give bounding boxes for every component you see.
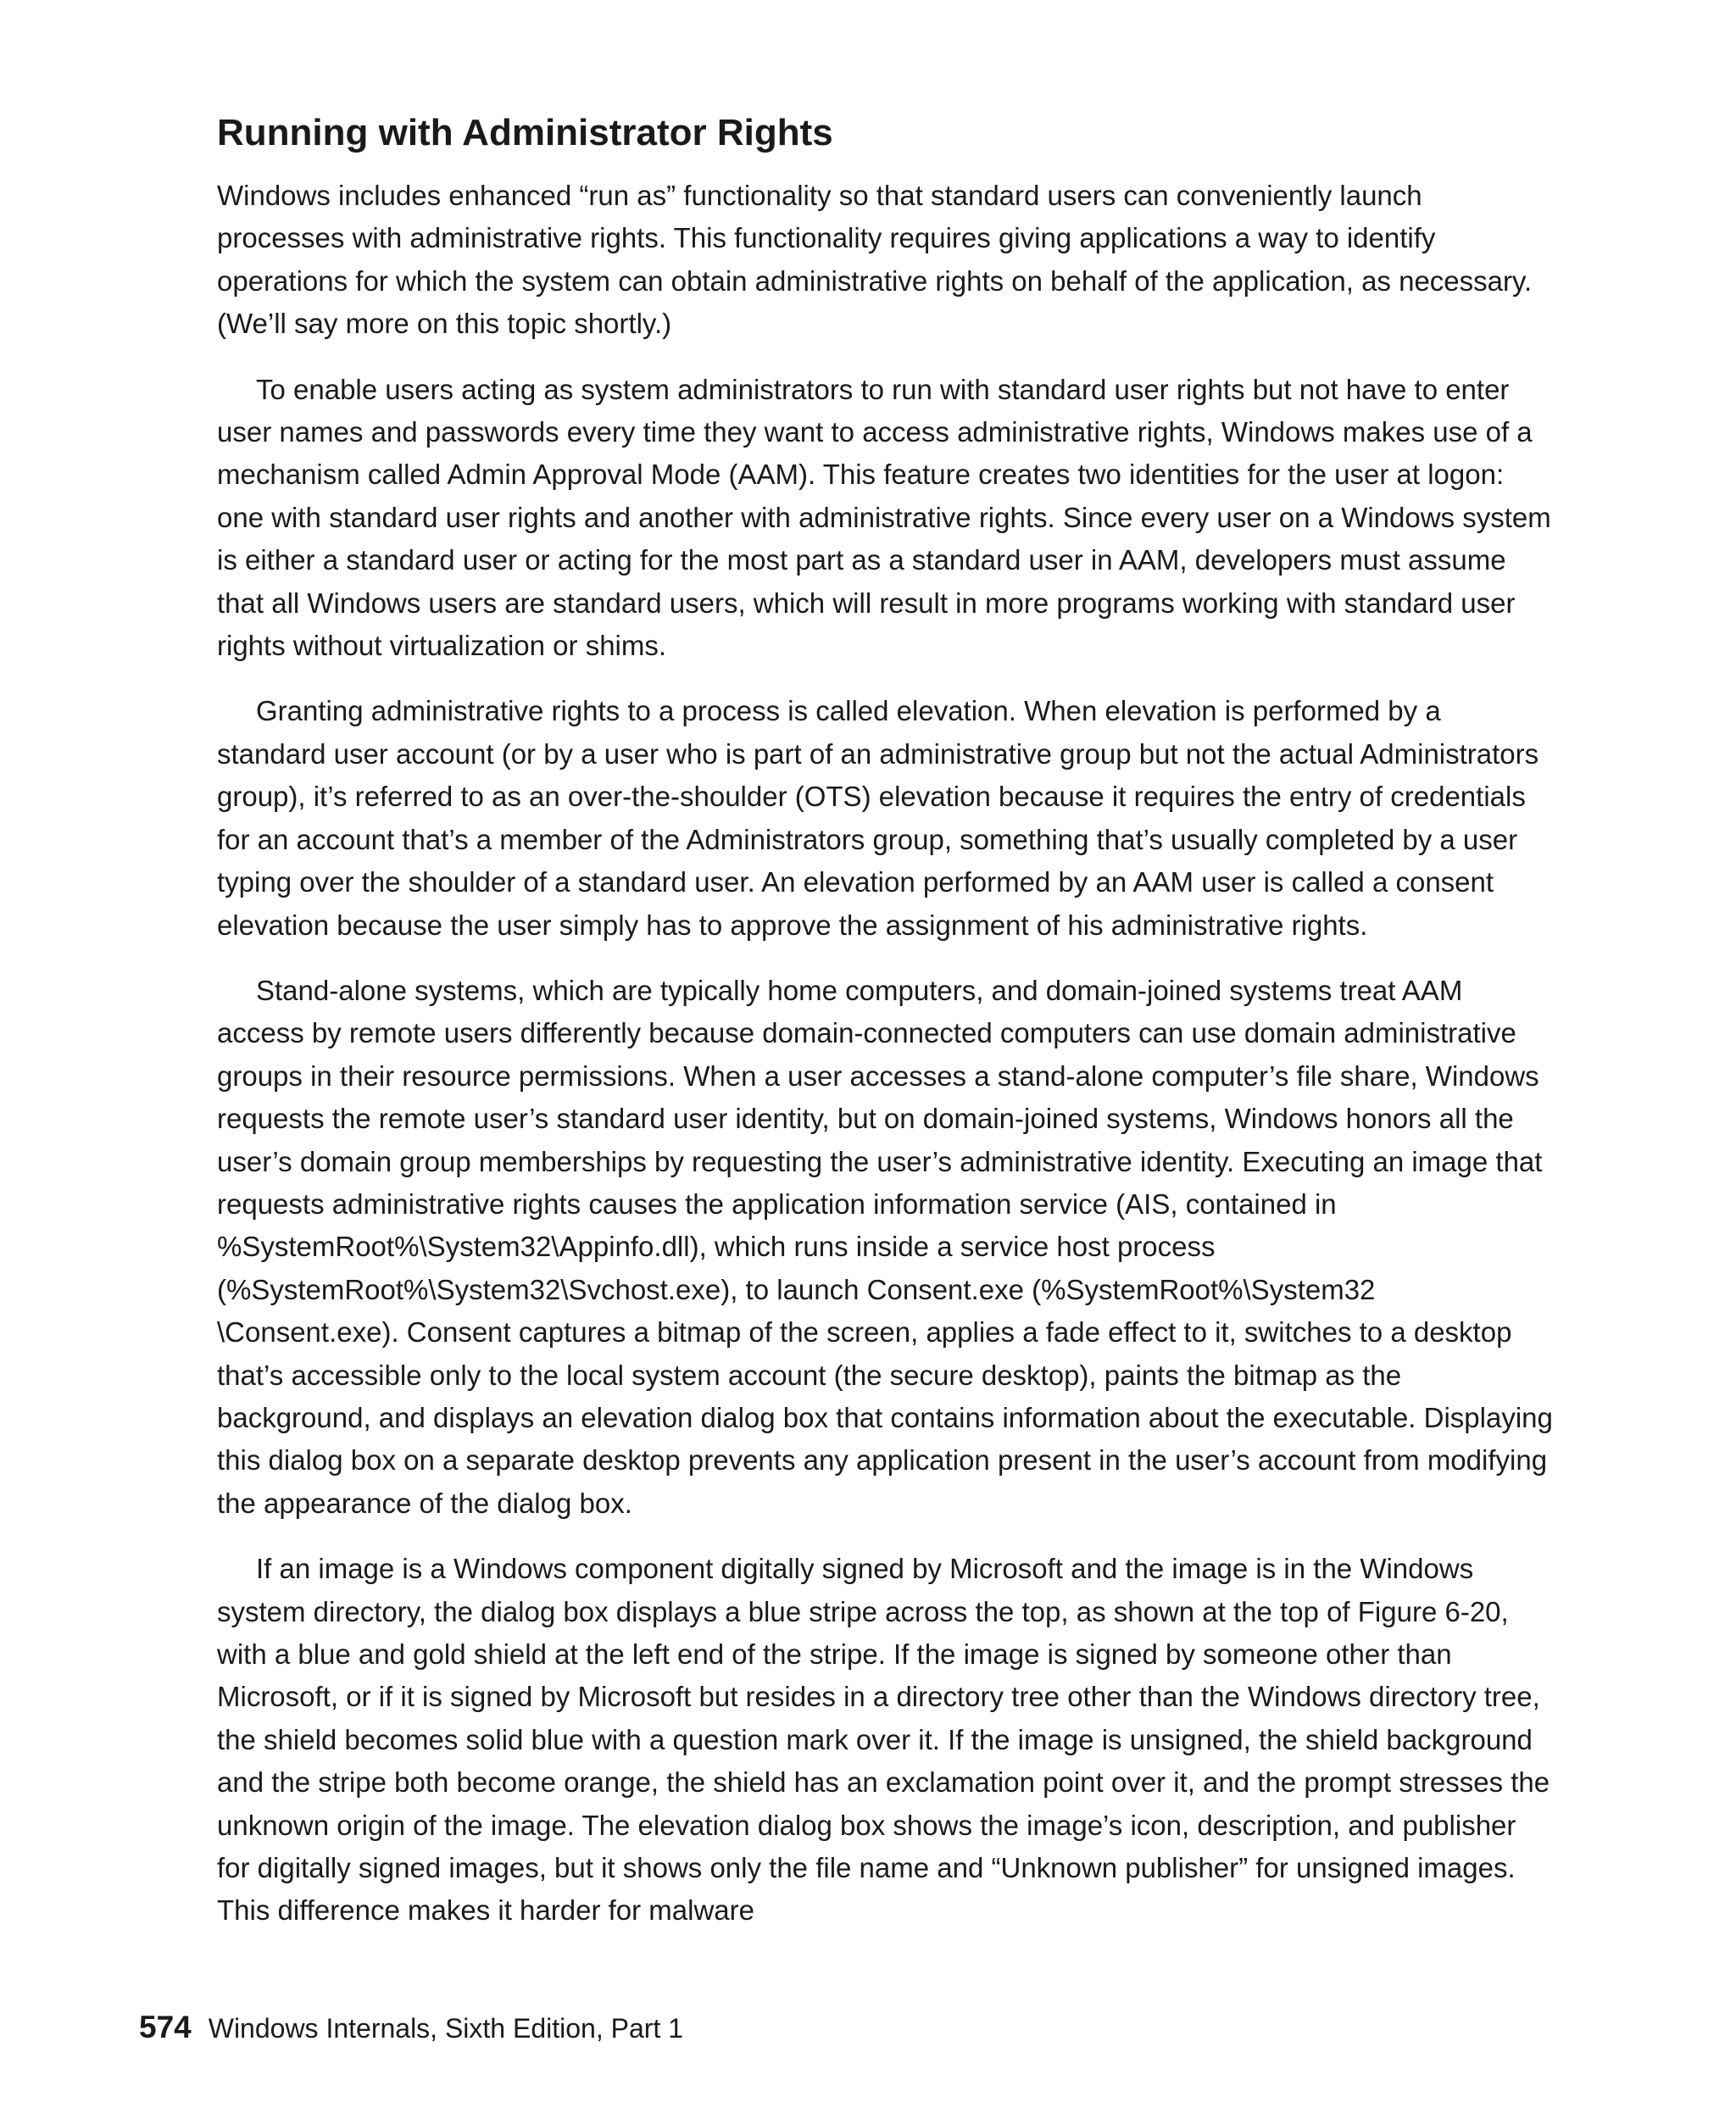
section-heading: Running with Administrator Rights xyxy=(217,112,833,153)
paragraph-stand-alone-systems: Stand-alone systems, which are typically home computers, and domain-joined systems treat AAM access by remote users differently because domain-connected computers can use domain administrative groups in their resource permissions. When a user accesses a stand-alone computer’s file share, Windows requests the remote user’s standard user identity, but on domain-joined systems, Windows honors all the user’s domain group memberships by requesting the user’s administrative identity. Executing an image that requests administrative rights causes the application information service (AIS, contained in %SystemRoot%\System32\Appinfo.dll), which runs inside a service host process (%SystemRoot%\System32\Svchost.exe), to launch Consent.exe (%SystemRoot%\System32 \Consent.exe). Consent captures a bitmap of the screen, applies a fade effect to it, switches to a desktop that’s accessible only to the local system account (the secure desktop), paints the bitmap as the background, and displays an elevation dialog box that contains information about the executable. Displaying this dialog box on a separate desktop prevents any application present in the user’s account from modifying the appearance of the dialog box. xyxy=(217,974,1553,1519)
paragraph-intro: Windows includes enhanced “run as” functionality so that standard users can conveniently launch processes with administrative rights. This functionality requires giving applications a way to identify operations for which the system can obtain administrative rights on behalf of the application, as necessary. (We’ll say more on this topic shortly.) xyxy=(217,180,1533,340)
paragraph-elevation: Granting administrative rights to a process is called elevation. When elevation is performed by a standard user account (or by a user who is part of an administrative group but not the actual Administrators group), it’s referred to as an over-the-shoulder (OTS) elevation because it requires the entry of credentials for an account that’s a member of the Administrators group, something that’s usually completed by a user typing over the shoulder of a standard user. An elevation performed by an AAM user is called a consent elevation because the user simply has to approve the assignment of his administrative rights. xyxy=(217,695,1539,941)
page-content xyxy=(217,108,1556,1933)
page-footer xyxy=(139,2010,683,2045)
page-number: 574 xyxy=(139,2010,192,2044)
paragraph-signed-images: If an image is a Windows component digitally signed by Microsoft and the image is in the Windows system directory, the dialog box displays a blue stripe across the top, as shown at the top of Figure 6-20, with a blue and gold shield at the left end of the stripe. If the image is signed by someone other than Microsoft, or if it is signed by Microsoft but resides in a directory tree other than the Windows directory tree, the shield becomes solid blue with a question mark over it. If the image is unsigned, the shield background and the stripe both become orange, the shield has an exclamation point over it, and the prompt stresses the unknown origin of the image. The elevation dialog box shows the image’s icon, description, and publisher for digitally signed images, but it shows only the file name and “Unknown publisher” for unsigned images. This difference makes it harder for malware xyxy=(217,1553,1550,1927)
paragraph-admin-approval-mode: To enable users acting as system administrators to run with standard user rights but not have to enter user names and passwords every time they want to access administrative rights, Windows makes use of a mechanism called Admin Approval Mode (AAM). This feature creates two identities for the user at logon: one with standard user rights and another with administrative rights. Since every user on a Windows system is either a standard user or acting for the most part as a standard user in AAM, developers must assume that all Windows users are standard users, which will result in more programs working with standard user rights without virtualization or shims. xyxy=(217,373,1551,662)
book-title: Windows Internals, Sixth Edition, Part 1 xyxy=(208,2013,683,2044)
